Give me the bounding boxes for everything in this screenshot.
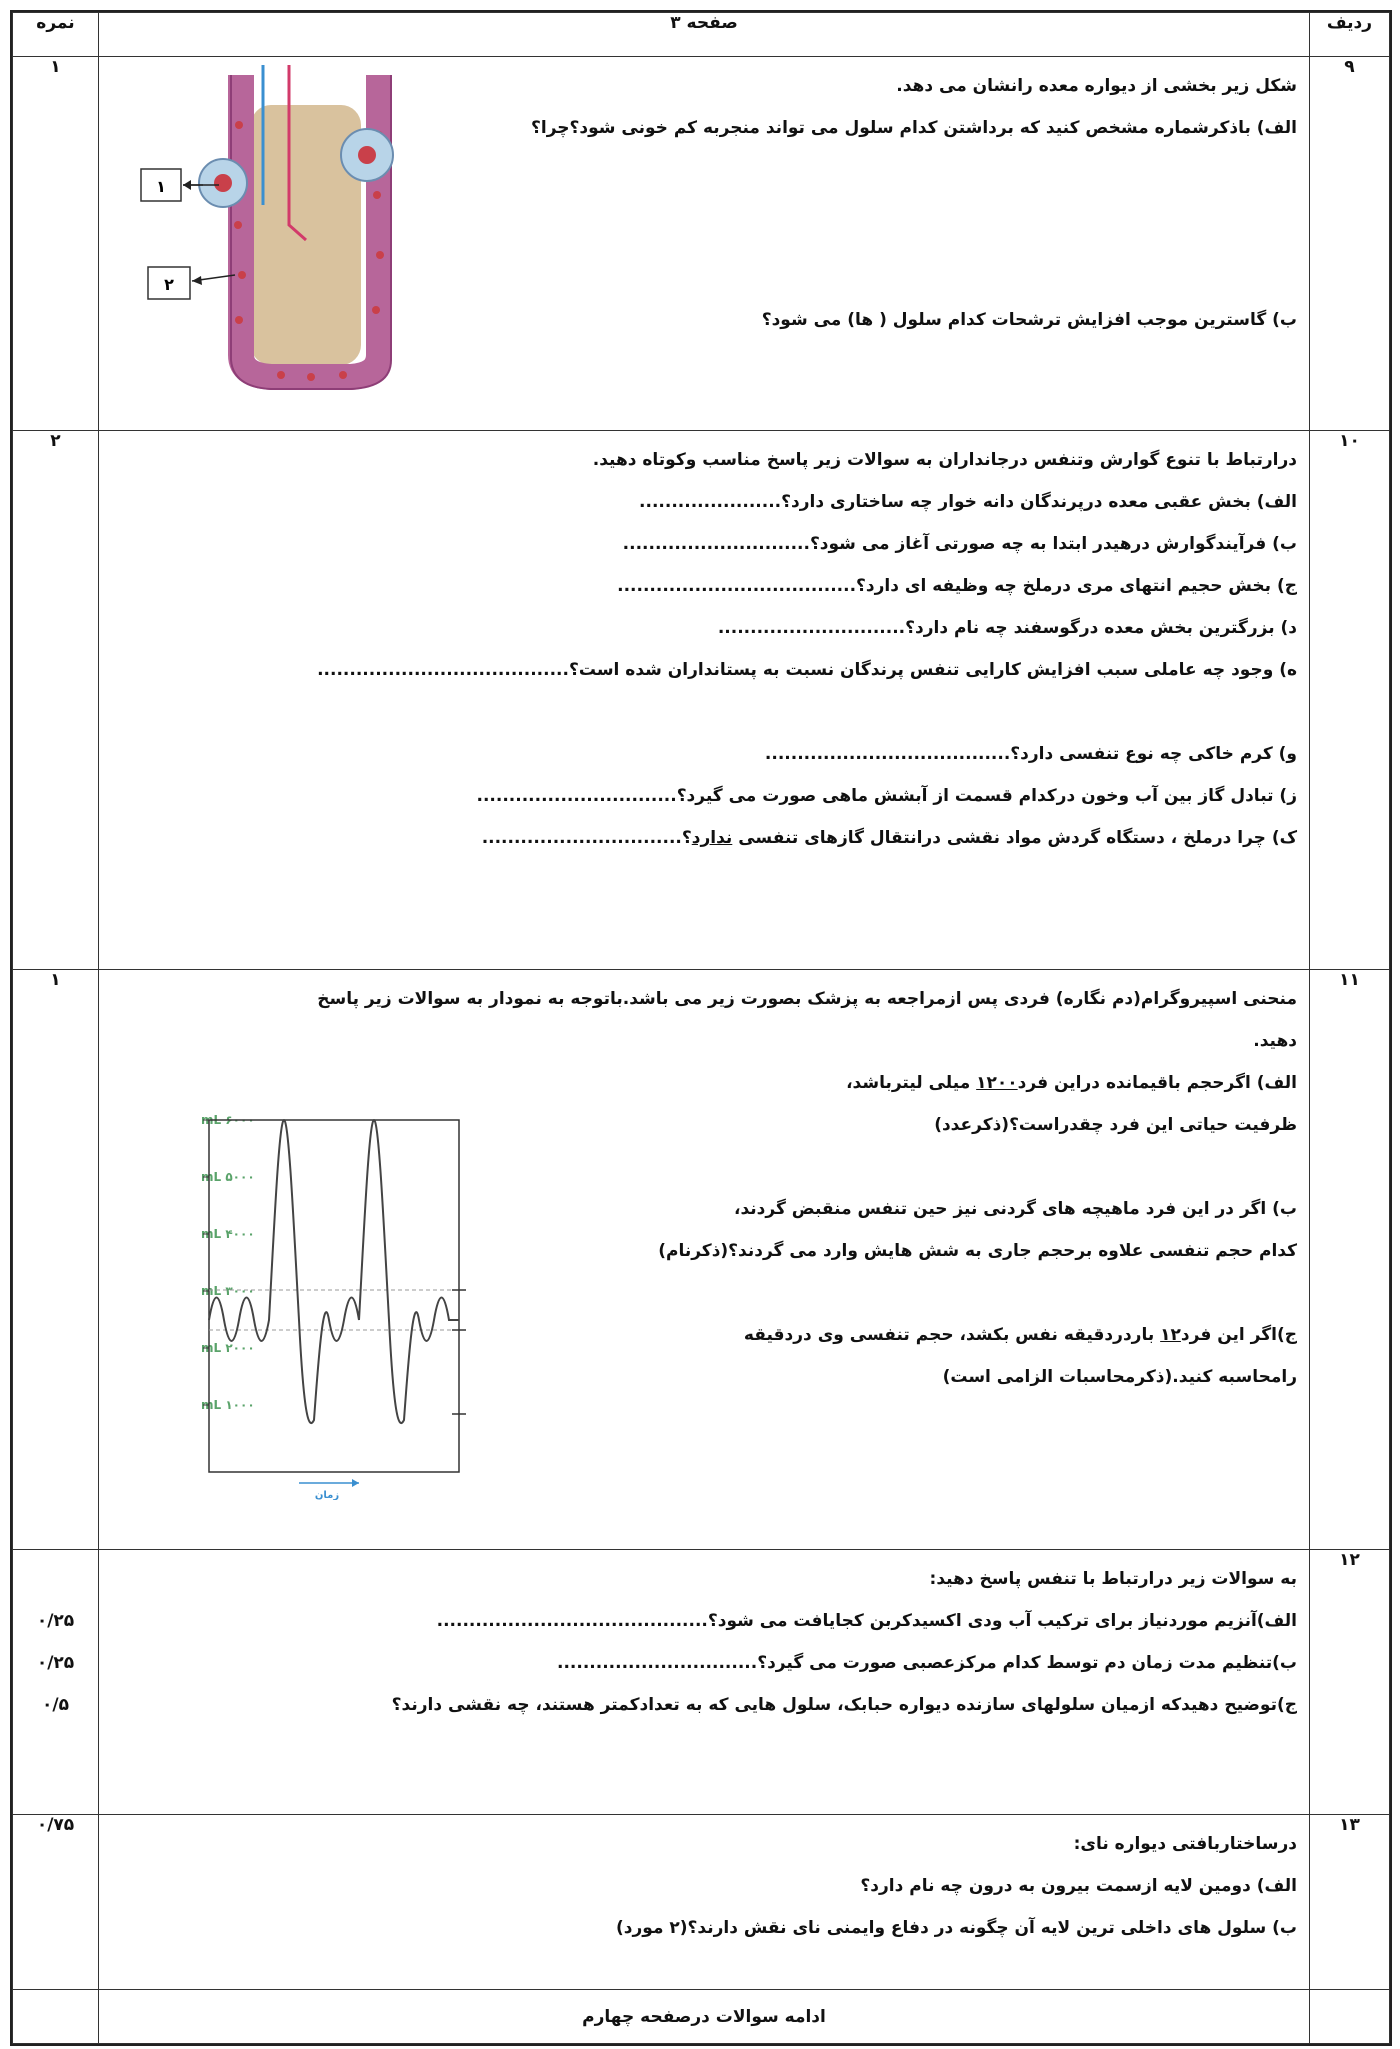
question-11-row xyxy=(13,969,1390,1550)
q10-part-b: ب) فرآیندگوارش درهیدر ابتدا به چه صورتی آغاز می شود؟............................. xyxy=(622,534,1297,555)
q12-part-a: الف)آنزیم موردنیاز برای ترکیب آب ودی اکسیدکربن کجایافت می شود؟.......................................... xyxy=(436,1611,1297,1632)
q9-part-b: ب) گاسترین موجب افزایش ترشحات کدام سلول ( ها) می شود؟ xyxy=(761,310,1297,331)
question-score: ۰/۷۵ xyxy=(13,1814,99,1990)
q11-part-a-1: الف) اگرحجم باقیمانده دراین فرد۱۲۰۰ میلی لیترباشد، xyxy=(846,1072,1297,1093)
y-tick-label: ۵۰۰۰ mL xyxy=(201,1169,255,1184)
q12-part-b: ب)تنظیم مدت زمان دم توسط کدام مرکزعصبی صورت می گیرد؟............................... xyxy=(557,1653,1297,1674)
q10-part-g: ز) تبادل گاز بین آب وخون درکدام قسمت از آبشش ماهی صورت می گیرد؟............................... xyxy=(476,786,1297,807)
q13-part-b: ب) سلول های داخلی ترین لایه آن چگونه در دفاع وایمنی نای نقش دارند؟(۲ مورد) xyxy=(616,1917,1297,1938)
spirogram-chart xyxy=(109,1090,509,1500)
question-10-row xyxy=(13,431,1390,969)
stomach-wall-figure xyxy=(111,65,411,390)
chart-x-label: زمان xyxy=(314,1489,340,1500)
q11-stem-2: دهید. xyxy=(1253,1030,1297,1051)
figure-label-2: ۲ xyxy=(164,275,174,295)
q10-part-e: ه) وجود چه عاملی سبب افزایش کارایی تنفس پرندگان نسبت به پستانداران شده است؟....................................... xyxy=(317,660,1297,681)
question-number: ۱۱ xyxy=(1310,969,1390,1550)
question-12-row xyxy=(13,1550,1390,1814)
question-11-content xyxy=(99,969,1310,1550)
q11-part-b-2: کدام حجم تنفسی علاوه برحجم جاری به شش هایش وارد می گردند؟(ذکرنام) xyxy=(658,1240,1297,1261)
question-score: ۲ xyxy=(13,431,99,969)
score-part-a: ۰/۲۵ xyxy=(36,1611,75,1632)
underlined-number: ۱۲ xyxy=(1160,1324,1181,1345)
y-tick-label: ۶۰۰۰ mL xyxy=(201,1112,255,1127)
score-header: نمره xyxy=(13,13,99,57)
question-13-content xyxy=(99,1814,1310,1990)
q13-stem: درساختاربافتی دیواره نای: xyxy=(1073,1833,1297,1854)
question-number: ۱۲ xyxy=(1310,1550,1390,1814)
row-header: ردیف xyxy=(1310,13,1390,57)
y-tick-label: ۱۰۰۰ mL xyxy=(201,1397,255,1412)
header-row xyxy=(13,13,1390,57)
q10-stem: درارتباط با تنوع گوارش وتنفس درجانداران به سوالات زیر پاسخ مناسب وکوتاه دهید. xyxy=(592,450,1297,471)
q12-stem: به سوالات زیر درارتباط با تنفس پاسخ دهید: xyxy=(929,1569,1297,1590)
question-9-row xyxy=(13,57,1390,431)
question-12-scores xyxy=(13,1550,99,1814)
question-number: ۹ xyxy=(1310,57,1390,431)
continued-note: ادامه سوالات درصفحه چهارم xyxy=(99,1990,1310,2044)
y-tick-label: ۲۰۰۰ mL xyxy=(201,1340,255,1355)
score-part-c: ۰/۵ xyxy=(42,1695,69,1716)
q10-part-f: و) کرم خاکی چه نوع تنفسی دارد؟...................................... xyxy=(764,744,1297,765)
q10-part-d: د) بزرگترین بخش معده درگوسفند چه نام دارد؟............................. xyxy=(717,618,1297,639)
q11-part-b-1: ب) اگر در این فرد ماهیچه های گردنی نیز حین تنفس منقبض گردند، xyxy=(734,1198,1297,1219)
footer-row xyxy=(13,1990,1390,2044)
question-12-content xyxy=(99,1550,1310,1814)
question-score: ۱ xyxy=(13,57,99,431)
q11-stem-1: منحنی اسپیروگرام(دم نگاره) فردی پس ازمراجعه به پزشک بصورت زیر می باشد.باتوجه به نمودار به سوالات زیر پاسخ xyxy=(317,988,1297,1009)
q12-part-c: ج)توضیح دهیدکه ازمیان سلولهای سازنده دیواره حبابک، سلول هایی که به تعدادکمتر هستند، چه نقشی دارند؟ xyxy=(391,1695,1297,1716)
score-part-b: ۰/۲۵ xyxy=(36,1653,75,1674)
q13-part-a: الف) دومین لایه ازسمت بیرون به درون چه نام دارد؟ xyxy=(860,1875,1297,1896)
q10-part-a: الف) بخش عقبی معده درپرندگان دانه خوار چه ساختاری دارد؟...................... xyxy=(639,492,1297,513)
question-score: ۱ xyxy=(13,969,99,1550)
q10-part-c: ج) بخش حجیم انتهای مری درملخ چه وظیفه ای دارد؟..................................... xyxy=(617,576,1297,597)
question-number: ۱۳ xyxy=(1310,1814,1390,1990)
question-10-content xyxy=(99,431,1310,969)
exam-sheet xyxy=(10,10,1392,2046)
y-tick-label: ۴۰۰۰ mL xyxy=(201,1226,255,1241)
figure-label-1: ۱ xyxy=(156,177,166,197)
question-number: ۱۰ xyxy=(1310,431,1390,969)
q9-part-a: الف) باذکرشماره مشخص کنید که برداشتن کدام سلول می تواند منجربه کم خونی شود؟چرا؟ xyxy=(531,118,1297,139)
q10-part-k: ک) چرا درملخ ، دستگاه گردش مواد نقشی درانتقال گازهای تنفسی ندارد؟............................... xyxy=(481,828,1297,849)
underlined-word: ندارد xyxy=(691,828,733,849)
q11-part-c-2: رامحاسبه کنید.(ذکرمحاسبات الزامی است) xyxy=(942,1366,1297,1387)
q11-part-c-1: ج)اگر این فرد۱۲ باردردقیقه نفس بکشد، حجم تنفسی وی دردقیقه xyxy=(743,1324,1297,1345)
q9-stem: شکل زیر بخشی از دیواره معده رانشان می دهد. xyxy=(896,76,1297,97)
exam-table xyxy=(12,12,1390,2044)
question-9-content xyxy=(99,57,1310,431)
question-13-row xyxy=(13,1814,1390,1990)
page-title: صفحه ۳ xyxy=(99,13,1310,57)
y-tick-label: ۳۰۰۰ mL xyxy=(201,1283,255,1298)
underlined-number: ۱۲۰۰ xyxy=(976,1072,1018,1093)
q11-part-a-2: ظرفیت حیاتی این فرد چقدراست؟(ذکرعدد) xyxy=(934,1114,1297,1135)
